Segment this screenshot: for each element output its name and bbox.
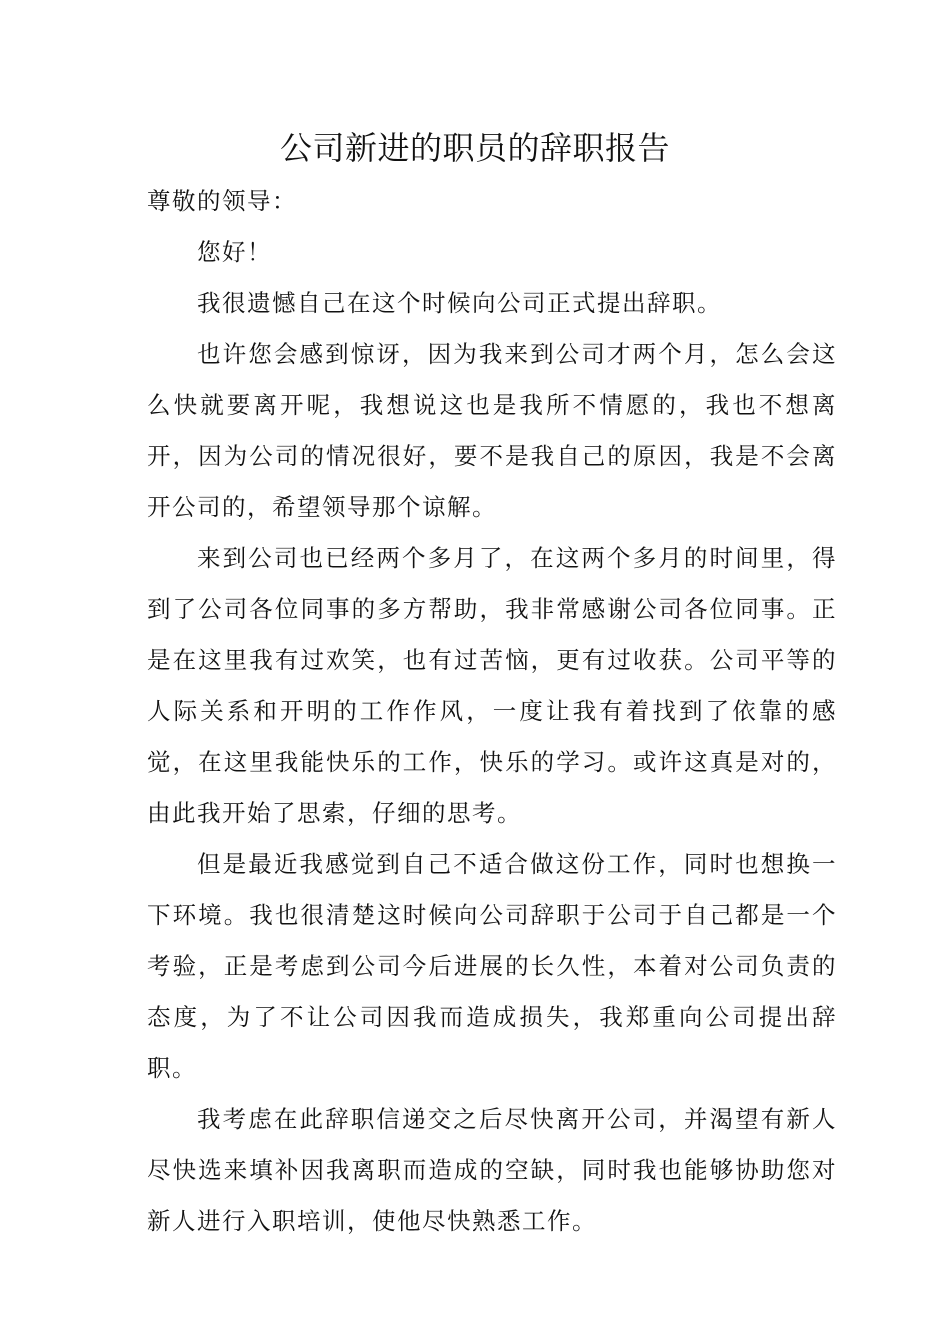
paragraph-2: 也许您会感到惊讶，因为我来到公司才两个月，怎么会这么快就要离开呢，我想说这也是我所不情愿的，我也不想离开，因为公司的情况很好，要不是我自己的原因，我是不会离开公司的，希望领导那个谅解。: [147, 340, 837, 521]
document-title: 公司新进的职员的辞职报告: [279, 129, 670, 167]
paragraph-5: 我考虑在此辞职信递交之后尽快离开公司，并渴望有新人尽快选来填补因我离职而造成的空缺，同时我也能够协助您对新人进行入职培训，使他尽快熟悉工作。: [147, 1105, 837, 1235]
salutation: 尊敬的领导：: [147, 187, 297, 215]
document-body: [147, 176, 837, 1247]
paragraph-4: 但是最近我感觉到自己不适合做这份工作，同时也想换一下环境。我也很清楚这时候向公司辞职于公司于自己都是一个考验，正是考虑到公司今后进展的长久性，本着对公司负责的态度，为了不让公司因我而造成损失，我郑重向公司提出辞职。: [147, 850, 837, 1082]
paragraph-3: 来到公司也已经两个多月了，在这两个多月的时间里，得到了公司各位同事的多方帮助，我非常感谢公司各位同事。正是在这里我有过欢笑，也有过苦恼，更有过收获。公司平等的人际关系和开明的工作作风，一度让我有着找到了依靠的感觉，在这里我能快乐的工作，快乐的学习。或许这真是对的，由此我开始了思索，仔细的思考。: [147, 544, 837, 827]
greeting: 您好！: [197, 238, 272, 266]
paragraph-1: 我很遗憾自己在这个时候向公司正式提出辞职。: [197, 289, 722, 317]
